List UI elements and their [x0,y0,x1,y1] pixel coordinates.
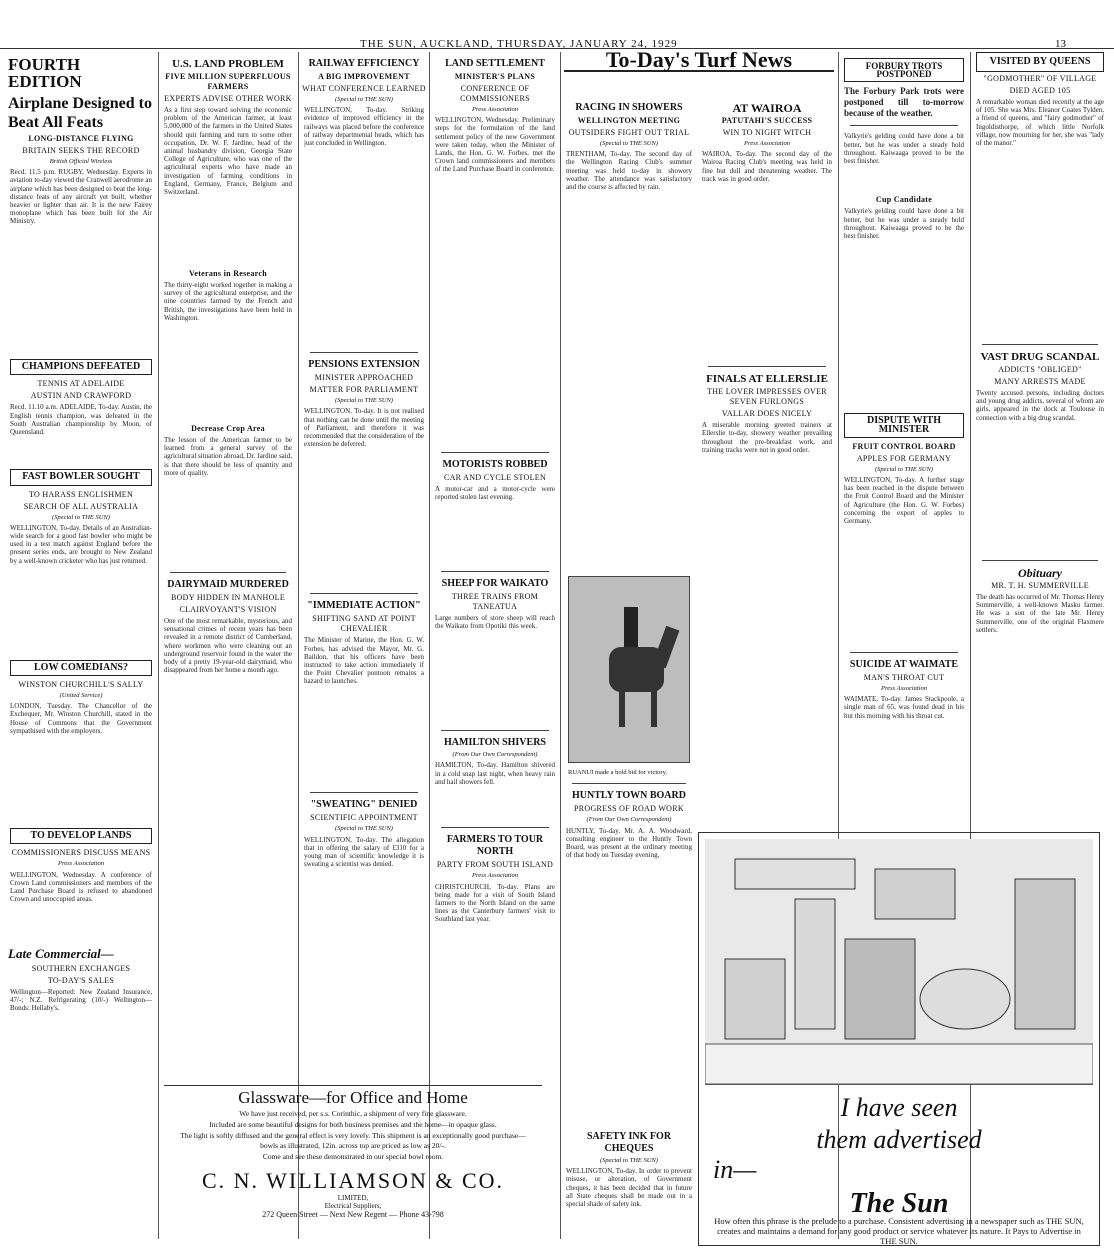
article-text: A motor-car and a motor-cycle were reported stolen last evening. [435,485,555,502]
divider [982,560,1098,561]
subheadline: ADDICTS "OBLIGED" [998,365,1082,374]
ad-firm-name: C. N. WILLIAMSON & CO. [201,1168,505,1193]
headline: MOTORISTS ROBBED [442,459,548,471]
article-text: WELLINGTON, Wednesday. Preliminary steps for the formulation of the land settlement policy of the new Government were taken today, when the Minister of Lands, the Hon. G. W. Forbes, met the Crown land commissioners and members of the Land Purchase Board in conference. [435,116,555,174]
headline: LOW COMEDIANS? [10,660,152,676]
subheadline: DIED AGED 105 [1009,86,1071,95]
article-text: A miserable morning greeted trainers at Ellerslie to-day, showery weather prevailing throughout the pre-breakfast work, and training tracks were not in good order. [702,421,832,454]
subheadline: APPLES FOR GERMANY [856,453,952,463]
products-illustration [705,839,1093,1084]
subheadline: SOUTHERN EXCHANGES [31,963,131,973]
subheadline: WINSTON CHURCHILL'S SALLY [18,680,144,690]
subheadline: CAR AND CYCLE STOLEN [443,473,547,483]
article-text: WELLINGTON, To-day. Details of an Australian-wide search for a good fast bowler who might be used in a test match against England before the present series ends, are brought to New Zealand by a well-known cricketer who has just returned. [10,523,152,565]
subheadline: EXPERTS ADVISE OTHER WORK [164,94,292,103]
article-text: The death has occurred of Mr. Thomas Henry Summerville, a well-known Masku farmer. He was a son of the late Mr. Henry Summerville, one of the original Flaxmere settlers. [976,593,1104,634]
column-rule [560,52,561,1239]
subheadline: LONG-DISTANCE FLYING [28,134,134,143]
column-8 [974,52,1106,829]
ad-text: Included are some beautiful designs for both business premises and the home—in opaque glass. [209,1120,497,1129]
glassware-advertisement [164,1085,542,1246]
headline: FINALS AT ELLERSLIE [706,373,828,386]
column-rule [429,52,430,1239]
article-text: WELLINGTON, Wednesday. A conference of Crown Land commissioners and members of the Land Purchase Board is refused to abandoned Crown and unoccupied areas. [10,870,152,904]
headline: VAST DRUG SCANDAL [980,351,1100,363]
credit-line: (Special to THE SUN) [52,513,110,521]
article-text: A remarkable woman died recently at the age of 105. She was Mrs. Eleanor Coates Tylden, a friend of queens, and "fairy godmother" of Ingoldisthorpe, of which little Norfolk village, now mourning for her, she was "lady of the manor." [976,98,1104,148]
headline: SAFETY INK FOR CHEQUES [586,1131,672,1154]
headline: HUNTLY TOWN BOARD [572,790,686,802]
ad-tagline: them advertised [816,1125,982,1154]
headline: HAMILTON SHIVERS [444,737,546,749]
ad-firm-trade: Electrical Suppliers, [324,1202,382,1210]
subheadline: WIN TO NIGHT WITCH [722,128,812,137]
article-text: Wellington—Reported: New Zealand Insurance, 47/-; N.Z. Refrigerating (10/-) Wellington—Bonds: Hellaby's. [10,987,152,1013]
divider [310,593,418,594]
article-text: HUNTLY, To-day. Mr. A. A. Woodward, consulting engineer to the Huntly Town Board, was present at the ordinary meeting of that body on Tuesday evening. [566,826,692,860]
horse-leg [651,687,657,727]
subheadline: VALLAR DOES NICELY [721,409,813,419]
divider [850,652,958,653]
credit-line: (Special to THE SUN) [875,465,933,473]
horse-leg [619,687,625,727]
sun-advertisement [698,832,1100,1246]
headline: Late Commercial— [8,945,114,961]
ad-blurb: How often this phrase is the prelude to a purchase. Consistent advertising in a newspaper such as THE SUN, creates and maintains a demand for any good product or service whatever its nature. It Pays to Advertise in THE SUN. [714,1216,1084,1246]
headline: Airplane Designed to Beat All Feats [8,95,152,131]
headline: SHEEP FOR WAIKATO [441,578,549,590]
article-text: WELLINGTON, To-day. It is not realised that nothing can be done until the meeting of Parliament, and therefore it was recommended that the consideration of the extension be deferred. [304,407,424,449]
ad-text: We have just received, per s.s. Corinthic, a shipment of very fine glassware. [239,1109,467,1118]
column-rule [298,52,299,1239]
divider [310,352,418,353]
credit-line: (Special to THE SUN) [600,140,658,147]
divider [441,730,549,731]
headline: LAND SETTLEMENT [445,58,545,69]
photo-caption: RUANUI made a bold bid for victory. [568,769,668,777]
article-text: One of the most remarkable, mysterious, and sensational crimes of recent years has been revealed in a remote district of Cumberland, where workmen who were cleaning out an underground reservoir found in the water the body of a pretty 19-year-old dairymaid, who disappeared from her home a month ago. [164,617,292,675]
subheadline: CLAIRVOYANT'S VISION [179,605,277,614]
section-title: To-Day's Turf News [564,52,834,72]
credit-line: Press Association [57,860,105,868]
headline: DISPUTE WITH MINISTER [844,413,964,437]
subheadline: COMMISSIONERS DISCUSS MEANS [11,848,151,858]
subheadline: TENNIS AT ADELAIDE [37,379,125,389]
credit-line: British Official Wireless [49,158,113,165]
headline: U.S. LAND PROBLEM [172,58,284,70]
subheadline: MR. T. H. SUMMERVILLE [991,581,1089,590]
subheadline: MANY ARRESTS MADE [994,377,1086,386]
article-text: WAIMATE, To-day. James Stackpoole, a single man of 65, was found dead in his hut this morning with his throat cut. [844,695,964,720]
divider [982,344,1098,345]
article-text: Recd. 11.10 a.m. ADELAIDE, To-day. Austin, the English tennis champion, was defeated in the South Australian championship by Moon, of Queensland. [10,403,152,437]
subheadline: SHIFTING SAND AT POINT CHEVALIER [312,614,416,634]
sun-logo: The Sun [849,1188,949,1219]
credit-line: (Special to THE SUN) [335,825,393,833]
headline: FORBURY TROTS POSTPONED [844,58,964,82]
subheadline: MATTER FOR PARLIAMENT [309,385,419,395]
column-7 [842,52,966,829]
subheadline: PROGRESS OF ROAD WORK [574,804,684,814]
article-text: As a first step toward solving the economic problem of the American farmer, at least 5,000,000 of the farmers in the United States should quit farming and turn to some other occupation, Dr. W. F. Jardine, head of the animal husbandry division, Georgia State College of Agriculture, who was one of the agricultural experts who have made an investigation of farming conditions in England, Germany, France, Belgium and Switzerland. [164,106,292,197]
article-text: WAIROA, To-day. The second day of the Wairoa Racing Club's meeting was held in fine but dull and threatening weather. The track was in good order. [702,150,832,183]
divider [441,571,549,572]
article-text: Valkyrie's gelding could have done a bit better, but he was under a steady hold throughout. Kaiwaaga proved to be the best finisher. [844,132,964,166]
subheadline: OUTSIDERS FIGHT OUT TRIAL [568,128,690,137]
subheadline: WELLINGTON MEETING [577,116,681,125]
edition-label: FOURTH EDITION [8,55,82,91]
race-horse-photo [568,576,690,763]
ad-tagline: I have seen [840,1093,958,1122]
subheadline: SCIENTIFIC APPOINTMENT [310,813,418,823]
subheadline: AUSTIN AND CRAWFORD [30,391,132,401]
headline: RACING IN SHOWERS [575,102,683,113]
column-3 [302,52,426,1079]
ad-address: 272 Queen Street — Next New Regent — Phone 43-798 [262,1210,444,1219]
credit-line: (Special to THE SUN) [335,397,393,405]
headline: DAIRYMAID MURDERED [167,579,289,590]
article-text: Recd. 11.5 p.m. RUGBY, Wednesday. Experts in aviation to-day viewed the Cranwell aerodrome an airplane which has been designed to beat the long-distance feats of any aircraft yet built, whether heavier or lighter than air. It is the new Fairey monoplane which has been built for the Air Ministry. [10,168,152,226]
subheadline: Veterans in Research [189,269,267,278]
subheadline: FIVE MILLION SUPERFLUOUS FARMERS [165,72,291,91]
column-4 [433,52,557,1079]
headline: FAST BOWLER SOUGHT [10,469,152,485]
column-rule [158,52,159,1239]
article-text: HAMILTON, To-day. Hamilton shivered in a cold snap last night, when heavy rain and hail showers fell. [435,761,555,786]
subheadline: CONFERENCE OF COMMISSIONERS [460,84,530,103]
column-5 [564,96,694,1119]
article-text: The Forbury Park trots were postponed till to-morrow because of the weather. [844,86,964,119]
headline: "SWEATING" DENIED [310,799,418,811]
credit-line: Press Association [471,872,519,880]
divider [310,792,418,793]
subheadline: BODY HIDDEN IN MANHOLE [170,593,286,602]
article-text: The Minister of Marine, the Hon. G. W. Forbes, has advised the Mayor, Mr. G. Baildon, that his officers have been instructed to take action immediately if the Point Chevalier pontoon remains a hazard to launches. [304,636,424,686]
headline: TO DEVELOP LANDS [10,828,152,844]
subheadline: A BIG IMPROVEMENT [318,72,410,81]
credit-line: (Special to THE SUN) [335,96,393,103]
subheadline: PATUTAHI'S SUCCESS [721,116,813,125]
subheadline: TO HARASS ENGLISHMEN [28,489,134,499]
article-text: The lesson of the American farmer to be learned from a general survey of the agricultural situation abroad, Dr. Jardine said, is that there should be less of quantity and more of quality. [164,436,292,477]
divider [572,783,686,784]
divider [441,827,549,828]
subheadline: MINISTER'S PLANS [454,72,536,81]
article-text: TRENTHAM, To-day. The second day of the Wellington Racing Club's summer meeting was held to-day in showery weather. The attendance was satisfactory and the course is affected by rain. [566,150,692,192]
article-text: Valkyrie's gelding could have done a bit better, but he was under a steady hold throughout. Kaiwaaga proved to be the best finisher. [844,207,964,241]
headline: PENSIONS EXTENSION [308,359,420,371]
headline: VISITED BY QUEENS [976,52,1104,72]
subheadline: MAN'S THROAT CUT [863,673,945,683]
subheadline: WHAT CONFERENCE LEARNED [302,84,426,93]
subheadline: THREE TRAINS FROM TANEATUA [451,592,539,612]
article-text: Twenty accused persons, including doctors and young drug addicts, several of whom are girls, appeared in the dock at Toulouse in connection with a big drug scandal. [976,389,1104,422]
article-text: WELLINGTON, To-day. Striking evidence of improved efficiency in the railways was placed before the conference of railway departmental heads, which has just concluded in Wellington. [304,106,424,148]
safety-ink-article [564,1125,694,1239]
subheadline: Decrease Crop Area [191,424,265,433]
subheadline: PARTY FROM SOUTH ISLAND [436,860,554,870]
subheadline: THE LOVER IMPRESSES OVER SEVEN FURLONGS [707,387,827,407]
article-text: Large numbers of store sheep will reach the Waikato from Opotiki this week. [435,614,555,631]
headline: FARMERS TO TOUR NORTH [446,834,544,858]
page-number: 13 [1055,38,1066,50]
column-6 [700,96,834,829]
divider [170,572,286,573]
subheadline: BRITAIN SEEKS THE RECORD [22,146,140,155]
ad-text: Come and see these demonstrated in our special bowl room. [262,1152,444,1161]
credit-line: Press Association [471,106,519,113]
article-text: LONDON, Tuesday. The Chancellor of the Exchequer, Mr. Winston Churchill, stated in the House of Commons that the Government sympathised with the employers. [10,702,152,735]
article-text: WELLINGTON, To-day. The allegation that in offering the salary of £310 for a young man of scientific knowledge it is sweating a scientist was denied. [304,835,424,869]
column-2 [162,52,294,1239]
article-text: The thirty-eight worked together in making a survey of the agricultural enterprise, and the nine countries farmed by the French and British, the investigations have been held in Washington. [164,281,292,322]
ad-firm-limited: LIMITED, [337,1194,369,1202]
headline: "IMMEDIATE ACTION" [307,600,421,612]
article-text: WELLINGTON, To-day. In order to prevent misuse, or alteration, of Government cheques, it has been decided that in future all State cheques shall be made out in a special shade of safety ink. [566,1167,692,1209]
subheadline: FRUIT CONTROL BOARD [852,441,956,451]
subheadline: SEARCH OF ALL AUSTRALIA [23,501,139,511]
headline: Obituary [1017,566,1062,580]
credit-line: (Special to THE SUN) [600,1157,658,1164]
subheadline: "GODMOTHER" OF VILLAGE [983,74,1097,83]
credit-line: (From Our Own Correspondent) [452,751,538,759]
subheadline: MINISTER APPROACHED [314,373,414,383]
masthead [0,0,1114,49]
divider [850,125,958,126]
headline: AT WAIROA [732,101,802,115]
article-text: CHRISTCHURCH, To-day. Plans are being made for a visit of South Island farmers to the North Island on the same lines as the Canterbury farmers' visit to Southland last year. [435,882,555,924]
credit-line: Press Association [743,140,791,147]
subheadline: TO-DAY'S SALES [47,975,115,985]
column-1 [8,52,154,1239]
masthead-title: THE SUN, AUCKLAND, THURSDAY, JANUARY 24, 1929 [360,38,678,50]
ad-headline: Glassware—for Office and Home [238,1088,468,1107]
credit-line: (United Service) [59,692,103,700]
article-text: WELLINGTON, To-day. A further stage has been reached in the dispute between the Fruit Control Board and the Minister of Agriculture (the Hon. G. W. Forbes) concerning the export of apples to Germany. [844,476,964,526]
headline: RAILWAY EFFICIENCY [308,58,420,69]
ad-tagline: in— [713,1155,757,1184]
headline: SUICIDE AT WAIMATE [849,659,959,671]
divider [708,366,826,367]
ad-illustration [705,839,1093,1085]
ad-text: The light is softly diffused and the general effect is very lovely. This shipment is an exceptionally good purchase—bowls as illustrated, 12in. across top are priced as low as 20/-. [180,1131,526,1150]
subheadline: Cup Candidate [875,195,933,205]
divider [441,452,549,453]
credit-line: Press Association [880,685,928,693]
headline: CHAMPIONS DEFEATED [10,359,152,375]
turf-news-header [564,52,834,92]
jockey [624,607,638,647]
credit-line: (From Our Own Correspondent) [586,816,672,824]
